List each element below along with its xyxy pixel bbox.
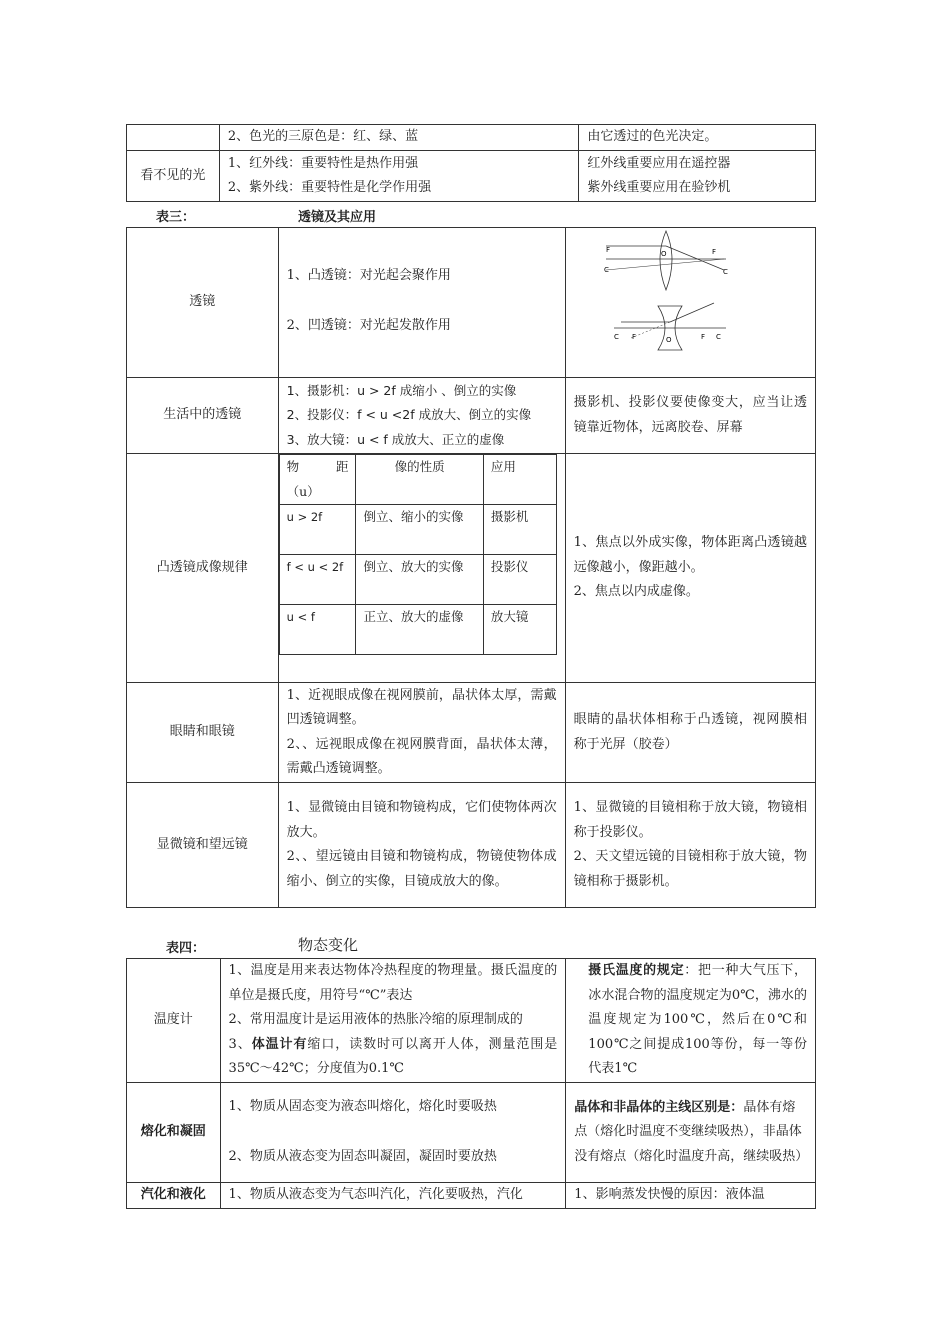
celsius-bold: 摄氏温度的规定 (588, 963, 685, 979)
thermometer-items (220, 959, 566, 1083)
scope-items (278, 783, 565, 908)
magnifier-text: 3、放大镜：u < f 成放大、正立的虚像 (286, 431, 505, 447)
infrared-text: 1、红外线：重要特性是热作用强 (227, 155, 419, 171)
row-head: 凸透镜成像规律 (127, 454, 279, 683)
ultraviolet-note: 紫外线重要应用在验钞机 (587, 180, 731, 195)
concave-c-left: C (613, 333, 619, 341)
crystal-rest: 晶体有熔点（熔化时温度不变继续吸热），非晶体没有熔点（熔化时温度升高，继续吸热） (574, 1099, 809, 1164)
projector-text: 2、投影仪：f < u <2f 成放大、倒立的实像 (286, 407, 532, 423)
row-head: 温度计 (127, 959, 221, 1083)
eye-note: 眼睛的晶状体相称于凸透镜，视网膜相称于光屏（胶卷） (565, 683, 815, 783)
crystal-bold: 晶体和非晶体的主线区别是： (574, 1099, 744, 1115)
color-note: 由它透过的色光决定。 (579, 125, 816, 151)
crystal-note (566, 1083, 816, 1183)
rule-note-1: 1、焦点以外成实像，物体距离凸透镜越远像越小，像距越小。 (573, 535, 807, 575)
convex-lens-text: 1、凸透镜：对光起会聚作用 (286, 268, 451, 283)
melting-text: 1、物质从固态变为液态叫熔化，熔化时要吸热 (228, 1099, 497, 1114)
row-head (127, 125, 220, 151)
solidifying-text: 2、物质从液态变为固态叫凝固，凝固时要放热 (228, 1148, 497, 1164)
concave-f-left: F (631, 333, 636, 341)
col-head-image: 像的性质 (356, 455, 483, 505)
lens-table (126, 227, 816, 908)
celsius-rest: ：把一种大气压下，冰水混合物的温度规定为0℃，沸水的温度规定为100℃，然后在0℃和100℃之间提成100等份，每一等份代表1℃ (588, 963, 807, 1077)
vaporization-text: 1、物质从液态变为气态叫汽化，汽化要吸热，汽化 (220, 1183, 566, 1209)
cell-distance: u < f (279, 605, 356, 655)
state-change-table (126, 958, 816, 1209)
scope-notes (565, 783, 815, 908)
rule-note-2: 2、焦点以内成虚像。 (573, 584, 699, 600)
eye-items (278, 683, 565, 783)
primary-colors-text: 2、色光的三原色是：红、绿、蓝 (219, 125, 578, 151)
myopia-text: 1、近视眼成像在视网膜前，晶状体太厚，需戴凹透镜调整。 (286, 687, 557, 727)
row-head: 眼睛和眼镜 (127, 683, 279, 783)
cell-use: 放大镜 (483, 605, 556, 655)
cell-use: 摄影机 (483, 505, 556, 555)
col-head-distance: 物 距（u） (279, 455, 356, 505)
camera-text: 1、摄影机：u > 2f 成缩小 、倒立的实像 (286, 382, 517, 398)
thermometer-principle-text: 2、常用温度计是运用液体的热胀冷缩的原理制成的 (228, 1012, 523, 1028)
telescope-text: 2、、望远镜由目镜和物镜构成，物镜使物体成缩小、倒立的实像，目镜成放大的像。 (286, 849, 557, 889)
cell-image: 倒立、放大的实像 (356, 555, 483, 605)
col-head-use: 应用 (483, 455, 556, 505)
infrared-note: 红外线重要应用在遥控器 (587, 155, 731, 171)
melting-items (220, 1083, 566, 1183)
imaging-rule-notes (565, 454, 815, 683)
convex-c-left: C (603, 266, 609, 274)
life-lens-items (278, 378, 565, 454)
row-head: 看不见的光 (127, 151, 220, 202)
cell-distance: u > 2f (279, 505, 356, 555)
imaging-rule-cell (278, 454, 565, 683)
cell-image: 倒立、缩小的实像 (356, 505, 483, 555)
scope-note-2: 2、天文望远镜的目镜相称于放大镜，物镜相称于摄影机。 (573, 849, 807, 889)
lens-diagram-cell (565, 228, 815, 378)
row-head: 透镜 (127, 228, 279, 378)
imaging-rule-table (279, 454, 557, 655)
hyperopia-text: 2、、远视眼成像在视网膜背面，晶状体太薄，需戴凸透镜调整。 (286, 736, 557, 776)
light-table (126, 124, 816, 202)
celsius-definition (566, 959, 816, 1083)
concave-o: O (665, 336, 672, 344)
invisible-light-items (219, 151, 578, 202)
row-head: 生活中的透镜 (127, 378, 279, 454)
temperature-text: 1、温度是用来表达物体冷热程度的物理量。摄氏温度的单位是摄氏度，用符号“℃”表达 (228, 963, 558, 1003)
convex-o: O (660, 250, 667, 258)
table3-caption-title: 透镜及其应用 (298, 210, 377, 225)
cell-distance: f < u < 2f (279, 555, 356, 605)
table3-caption-label: 表三： (156, 210, 196, 225)
convex-c-right: C (722, 268, 728, 276)
ultraviolet-text: 2、紫外线：重要特性是化学作用强 (227, 180, 432, 195)
convex-ray-center (606, 259, 724, 270)
row-head: 汽化和液化 (127, 1183, 221, 1209)
invisible-light-notes (579, 151, 816, 202)
scope-note-1: 1、显微镜的目镜相称于放大镜，物镜相称于投影仪。 (573, 800, 807, 840)
lens-ray-diagram (566, 228, 816, 378)
cell-image: 正立、放大的虚像 (356, 605, 483, 655)
lens-items (278, 228, 565, 378)
row-head: 显微镜和望远镜 (127, 783, 279, 908)
microscope-text: 1、显微镜由目镜和物镜构成，它们使物体两次放大。 (286, 800, 557, 840)
concave-lens-text: 2、凹透镜：对光起发散作用 (286, 317, 451, 333)
item3-prefix: 3、 (228, 1036, 252, 1052)
concave-f-right: F (700, 333, 705, 341)
convex-f-right: F (711, 248, 716, 256)
life-lens-note: 摄影机、投影仪要使像变大，应当让透镜靠近物体，远离胶卷、屏幕 (565, 378, 815, 454)
table4-caption-title: 物态变化 (298, 936, 359, 954)
convex-lens-shape (660, 231, 672, 290)
row-head: 熔化和凝固 (127, 1083, 221, 1183)
cell-use: 投影仪 (483, 555, 556, 605)
item3-rest: 缩口，读数时可以离开人体，测量范围是35℃～42℃；分度值为0.1℃ (228, 1036, 558, 1077)
concave-c-right: C (715, 333, 721, 341)
table4-caption-label: 表四： (166, 941, 206, 956)
clinical-thermometer-text (229, 1033, 558, 1082)
convex-f-left: F (605, 246, 610, 254)
evaporation-note: 1、影响蒸发快慢的原因：液体温 (566, 1183, 816, 1209)
clinical-bold: 体温计有 (251, 1036, 308, 1052)
